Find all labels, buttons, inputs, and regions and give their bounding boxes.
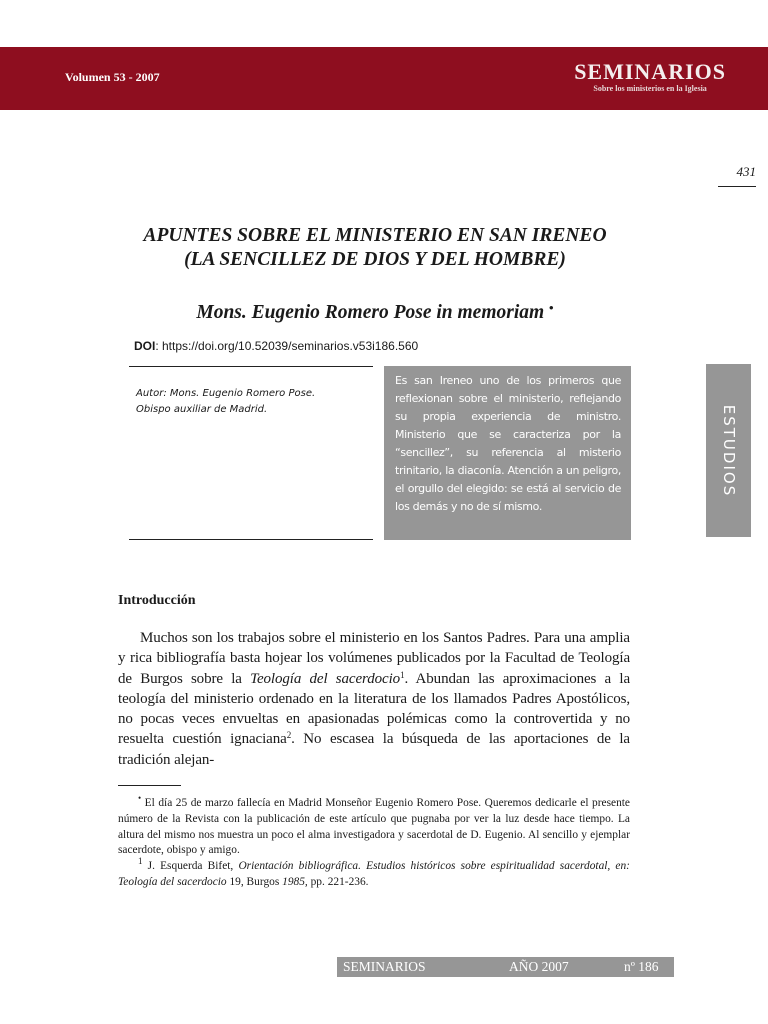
- footer-issue-number: nº 186: [624, 959, 659, 974]
- body-text: [118, 628, 630, 770]
- header-band: [0, 47, 768, 110]
- page-number-rule: [718, 186, 756, 187]
- footnote-1-text: pp. 221-236.: [307, 875, 369, 888]
- footnote-1-year: 1985,: [282, 875, 308, 888]
- abstract-box: Es san Ireneo uno de los primeros que reflexionan sobre el ministerio, reflejando su propia experiencia de ministro. Ministerio que se caracteriza por la “sencillez”, su referencia al misterio trinitario, la diaconía. Atención a un peligro, el orgullo del elegido: se está al servicio de los demás y no de sí mismo.: [384, 366, 631, 540]
- footnote-0-mark: •: [138, 793, 142, 803]
- footnote-1: [118, 856, 630, 891]
- footnote-ref-1[interactable]: 1: [400, 669, 405, 680]
- doi-link[interactable]: : https://doi.org/10.52039/seminarios.v53i186.560: [155, 339, 419, 353]
- page-number: 431: [736, 164, 756, 179]
- body-text-span: . No escasea la búsqueda de las aportaciones de la tradición alejan-: [118, 731, 630, 768]
- journal-subtitle: Sobre los ministerios en la Iglesia: [593, 84, 707, 93]
- footnote-rule: [118, 785, 181, 786]
- title-line-1: APUNTES SOBRE EL MINISTERIO EN SAN IRENEO: [143, 225, 607, 246]
- footnote-0-text: El día 25 de marzo fallecía en Madrid Monseñor Eugenio Romero Pose. Queremos dedicarle el presente número de la Revista con la publicación de este artículo que pugnaba por ver la luz desde hace tiempo. La altura del mismo nos muestra un poco el alma investigadora y sacerdotal de D. Eugenio. Al sencillo y ejemplar sacerdote, obispo y amigo.: [118, 797, 630, 857]
- author-info-box: [129, 366, 373, 540]
- footnote-1-text: 19, Burgos: [226, 875, 283, 888]
- side-tab-label: ESTUDIOS: [719, 404, 738, 497]
- author-name: Mons. Eugenio Romero Pose in memoriam: [196, 302, 545, 323]
- footnote-1-mark: 1: [138, 856, 143, 867]
- journal-title: SEMINARIOS: [574, 59, 726, 84]
- journal-brand: [574, 60, 726, 94]
- author-heading: [100, 300, 650, 324]
- section-side-tab: [706, 364, 751, 537]
- title-line-2: (LA SENCILLEZ DE DIOS Y DEL HOMBRE): [184, 249, 566, 270]
- footnote-bullet-mark: •: [549, 300, 554, 315]
- footer-journal: SEMINARIOS: [343, 959, 426, 974]
- footer-year: AÑO 2007: [509, 959, 569, 974]
- section-heading: Introducción: [118, 593, 196, 608]
- body-italic-title: Teología del sacerdocio: [250, 670, 401, 687]
- doi-line: [134, 339, 418, 353]
- footnotes: [118, 793, 630, 891]
- body-paragraph: [118, 628, 630, 770]
- volume-label: Volumen 53 - 2007: [65, 70, 160, 84]
- body-text-span: . Abundan las aproximaciones a la teología del ministerio ordenado en la literatura de los llamados Padres Apostólicos, no pocas veces envueltas en apasionadas polémicas como la controvertida y no resuelta cuestión ignaciana: [118, 670, 630, 748]
- footer-bar: [337, 957, 674, 977]
- body-text-span: Muchos son los trabajos sobre el ministerio en los Santos Padres. Para una amplia y rica bibliografía basta hojear los volúmenes publicados por la Facultad de Teología de Burgos sobre la: [118, 630, 630, 687]
- footnote-1-text: J. Esquerda Bifet,: [142, 860, 239, 873]
- footnote-0: [118, 793, 630, 859]
- author-info-line-1: Autor: Mons. Eugenio Romero Pose.: [136, 388, 316, 399]
- doi-label: DOI: [134, 339, 156, 353]
- footnote-ref-2[interactable]: 2: [286, 730, 292, 741]
- footnote-1-italic: Orientación bibliográfica. Estudios históricos sobre espiritualidad sacerdotal, en: Teología del sacerdocio: [118, 860, 630, 888]
- author-info-line-2: Obispo auxiliar de Madrid.: [136, 404, 268, 415]
- article-title: [100, 224, 650, 272]
